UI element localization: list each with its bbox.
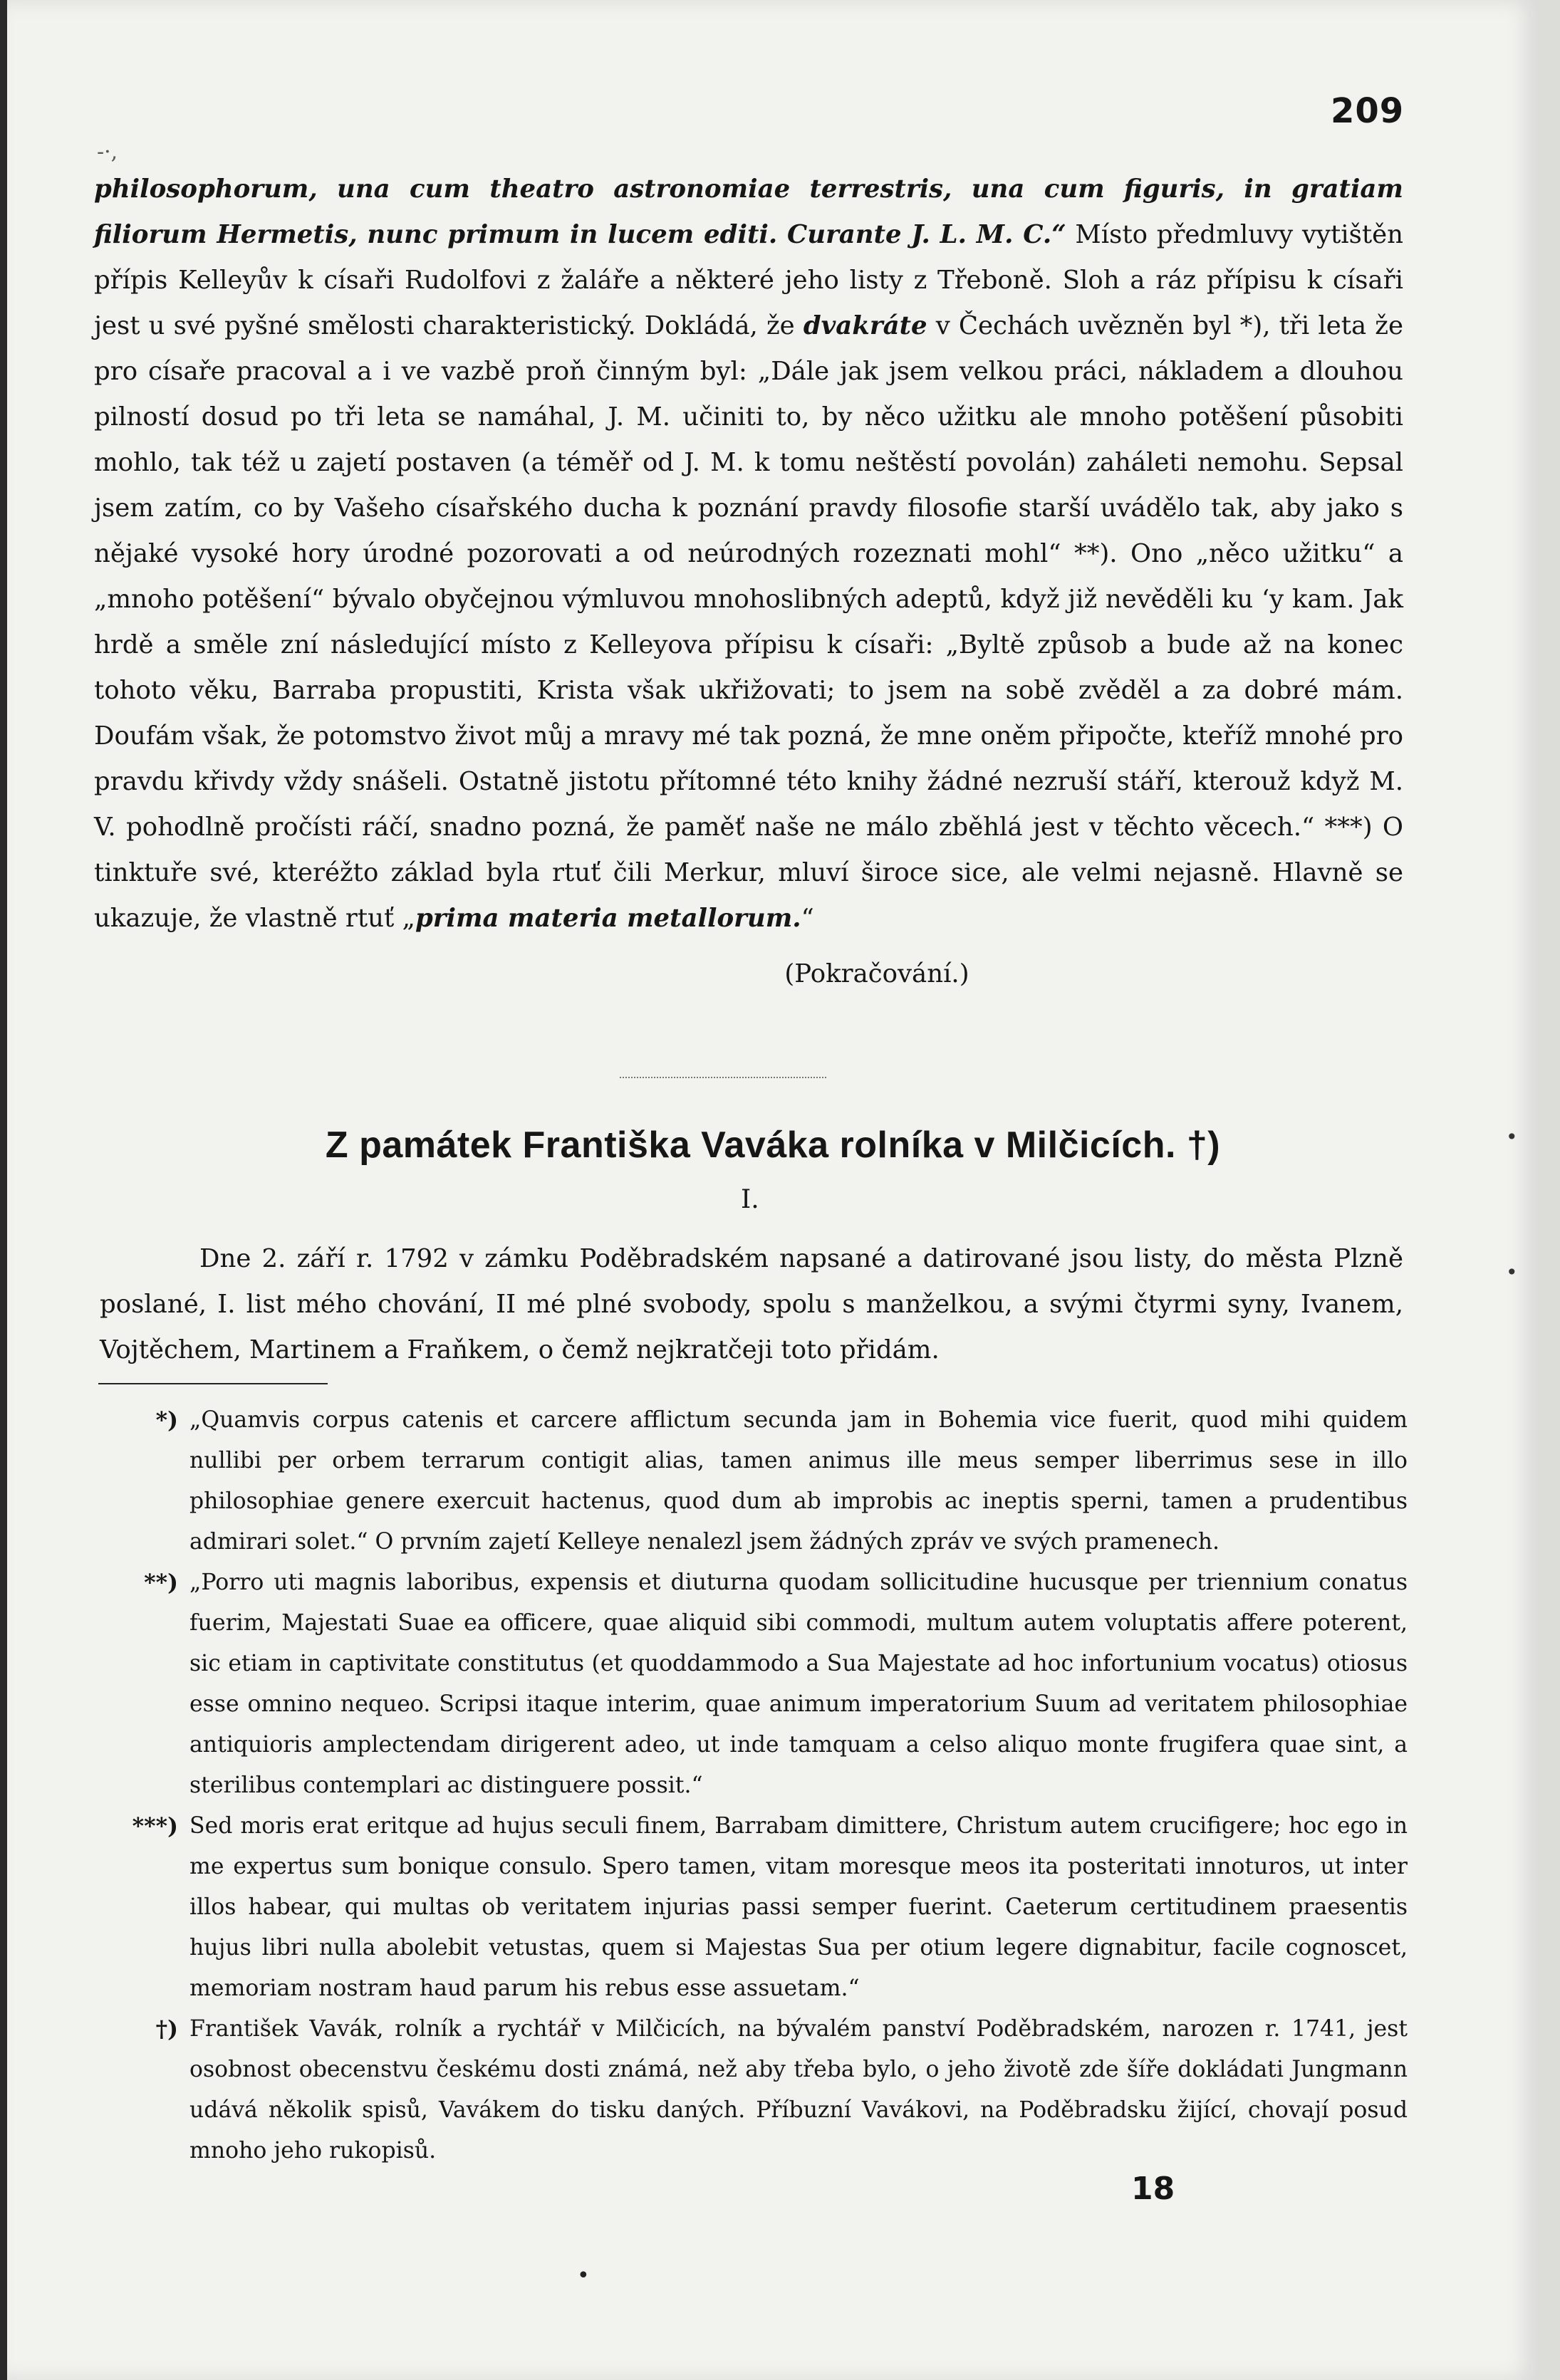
footnote-text: „Quamvis corpus catenis et carcere afflictum secunda jam in Bohemia vice fuerit, quod mihi quidem nullibi per orbem terrarum contigit alias, tamen animus ille meus semper liberrimus sese in illo philosophiae genere exercuit hactenus, quod dum ab improbis ac ineptis sperni, tamen a prudentibus admirari solet.“ O prvním zajetí Kelleye nenalezl jsem žádných zpráv ve svých pramenech.	[189, 1407, 1408, 1555]
main-text-part: Místo předmluvy vytištěn přípis Kelleyův k císaři Rudolfovi z žaláře a některé jeho listy z Třeboně. Sloh a ráz přípisu k císaři jest u své pyšné smělosti charakteristický. Dokládá, že	[94, 220, 1403, 340]
footnote-rule	[98, 1383, 328, 1384]
scan-left-edge	[0, 0, 7, 2380]
italic-phrase: prima materia metallorum.	[415, 904, 801, 933]
footnote-mark: †)	[155, 2016, 178, 2042]
footnotes	[93, 1400, 1408, 2171]
main-text-block	[94, 167, 1403, 997]
footnote	[93, 1400, 1408, 1562]
main-text-part: v Čechách uvězněn byl *), tři leta že pro císaře pracoval a i ve vazbě proň činným byl: „Dále jak jsem velkou práci, nákladem a dlouhou pilností dosud po tři leta se namáhal, J. M. učiniti to, by něco užitku ale mnoho potěšení působiti mohlo, tak též u zajetí postaven (a téměř od J. M. k tomu neštěstí povolán) zaháleti nemohu. Sepsal jsem zatím, co by Vašeho císařského ducha k poznání pravdy filosofie starší uvádělo tak, aby jako s nějaké vysoké hory úrodné pozorovati a od neúrodných rozeznati mohl“ **). Ono „něco užitku“ a „mnoho potěšení“ bývalo obyčejnou výmluvou mnohoslibných adeptů, když již nevěděli ku ‘y kam. Jak hrdě a směle zní následující místo z Kelleyova přípisu k císaři: „Byltě způsob a bude až na konec tohoto věku, Barraba propustiti, Krista však ukřižovati; to jsem na sobě zvěděl a za dobré mám. Doufám však, že potomstvo život můj a mravy mé tak pozná, že mne oněm připočte, kteříž mnohé pro pravdu křivdy vždy snášeli. Ostatně jistotu přítomné této knihy žádné nezruší stáří, kterouž když M. V. pohodlně pročísti ráčí, snadno pozná, že paměť naše ne málo zběhlá jest v těchto věcech.“ ***) O tinktuře své, kteréžto základ byla rtuť čili Merkur, mluví široce sice, ale velmi nejasně. Hlavně se ukazuje, že vlastně rtuť „	[94, 311, 1403, 933]
footnote	[93, 1562, 1408, 1806]
footnote	[93, 2009, 1408, 2171]
section-paragraph: Dne 2. září r. 1792 v zámku Poděbradském napsané a datirované jsou listy, do města Plzně poslané, I. list mého chování, II mé plné svobody, spolu s manželkou, a svými čtyrmi syny, Ivanem, Vojtěchem, Martinem a Fraňkem, o čemž nejkratčeji toto přidám.	[100, 1244, 1403, 1364]
footnote-mark: **)	[144, 1570, 178, 1596]
footnote-text: „Porro uti magnis laboribus, expensis et diuturna quodam sollicitudine hucusque per triennium conatus fuerim, Majestati Suae ea officere, quae aliquid sibi commodi, multum autem voluptatis affere poterent, sic etiam in captivitate constitutus (et quoddammodo a Sua Majestate ad hoc infortunium vocatus) otiosus esse omnino nequeo. Scripsi itaque interim, quae animum imperatorium Suum ad veritatem philosophiae antiquioris amplectendam dirigerent adeo, ut inde tamquam a celso aliquo monte frugifera quae sint, a sterilibus contemplari ac distinguere possit.“	[189, 1570, 1408, 1798]
footnote	[93, 1806, 1408, 2009]
footnote-text: František Vavák, rolník a rychtář v Milčicích, na bývalém panství Poděbradském, narozen r. 1741, jest osobnost obecenstvu českému dosti známá, než aby třeba bylo, o jeho životě zde šíře dokládati Jungmann udává několik spisů, Vavákem do tisku daných. Příbuzní Vavákovi, na Poděbradsku žijící, chovají posud mnoho jeho rukopisů.	[189, 2016, 1408, 2164]
main-text-part: “	[801, 904, 814, 933]
document-page	[7, 0, 1539, 2380]
italic-word: dvakráte	[803, 311, 927, 340]
footnote-text: Sed moris erat eritque ad hujus seculi finem, Barrabam dimittere, Christum autem crucifigere; hoc ego in me expertus sum bonique consulo. Spero tamen, vitam moresque meos ita posteritati innoturos, ut inter illos habear, qui multas ob veritatem injurias passi semper fuerint. Caeterum certitudinem praesentis hujus libri nulla abolebit vetustas, quem si Majestas Sua per otium legere dignabitur, facile cognoscet, memoriam nostram haud parum his rebus esse assuetam.“	[189, 1813, 1408, 2001]
section-body	[100, 1236, 1403, 1373]
page-number: 209	[1331, 91, 1405, 131]
section-title: Z památek Františka Vaváka rolníka v Milčicích. †)	[325, 1124, 1221, 1166]
printer-signature: 18	[1131, 2171, 1175, 2207]
latin-title: philosophorum, una cum theatro astronomiae terrestris, una cum figuris, in gratiam filiorum Hermetis, nunc primum in lucem editi. Curante J. L. M. C.“	[94, 174, 1403, 249]
main-paragraph	[94, 167, 1403, 941]
ink-speck: •	[577, 2263, 590, 2288]
margin-mark: •	[1506, 1125, 1518, 1149]
footnote-mark: ***)	[132, 1813, 178, 1839]
footnote-mark: *)	[155, 1407, 178, 1434]
corner-mark: -·,	[97, 140, 118, 165]
continuation-note: (Pokračování.)	[784, 959, 969, 988]
margin-mark: •	[1506, 1261, 1518, 1284]
section-numeral: I.	[741, 1185, 759, 1214]
section-divider	[620, 1077, 826, 1078]
